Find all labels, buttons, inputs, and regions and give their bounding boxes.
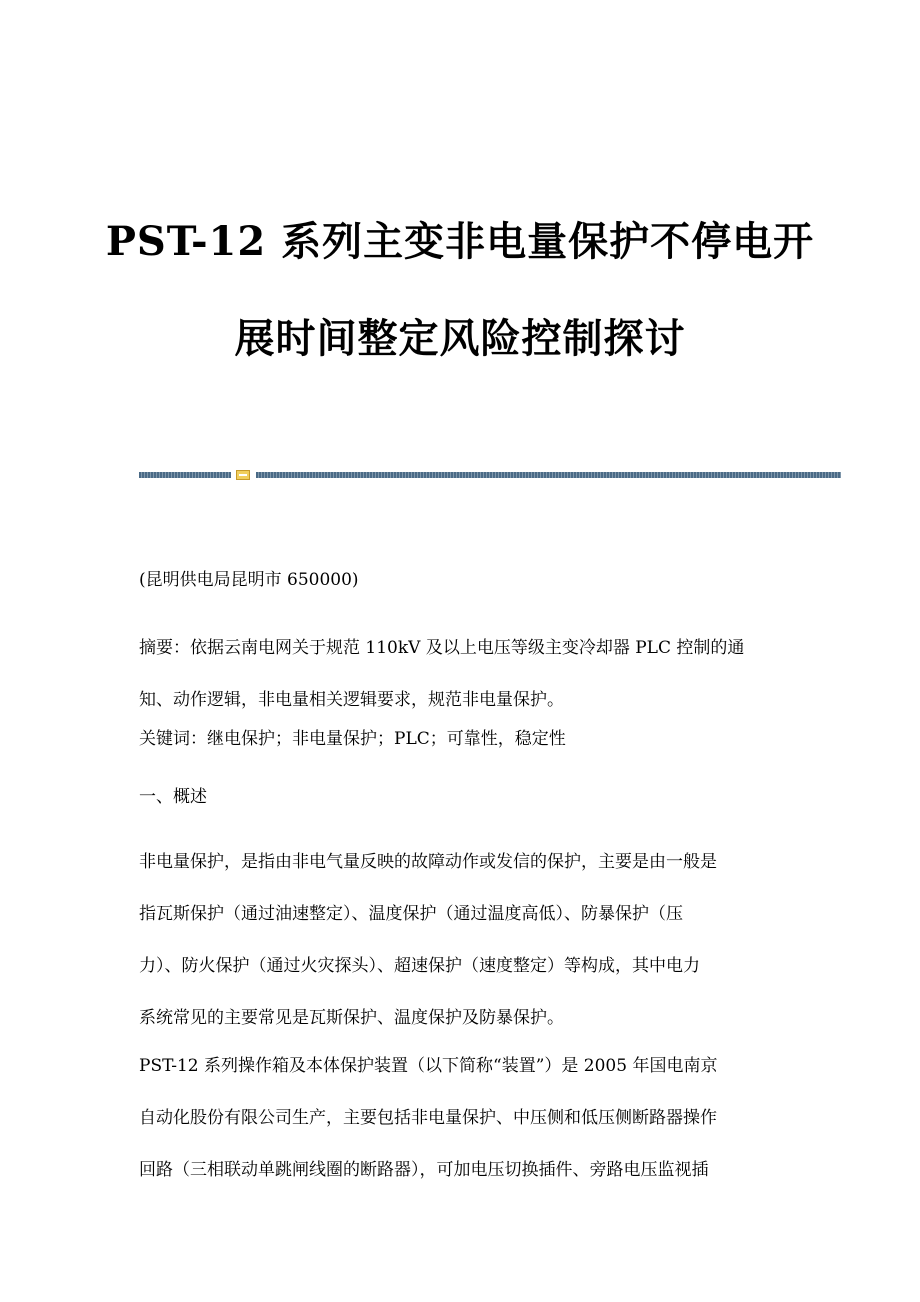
paragraph-device [139, 1040, 771, 1196]
title-divider [139, 470, 841, 480]
divider-bar-right [256, 472, 841, 478]
abstract [139, 622, 771, 726]
keywords: 关键词：继电保护；非电量保护；PLC；可靠性，稳定性 [139, 729, 566, 749]
abstract-line: 知、动作逻辑，非电量相关逻辑要求，规范非电量保护。 [139, 690, 564, 710]
paragraph-line: 力）、防火保护（通过火灾探头）、超速保护（速度整定）等构成，其中电力 [139, 956, 700, 976]
author-affiliation: (昆明供电局昆明市 650000) [139, 570, 359, 590]
paragraph-line: 回路（三相联动单跳闸线圈的断路器），可加电压切换插件、旁路电压监视插 [139, 1160, 709, 1180]
divider-ornament-icon [236, 470, 250, 480]
paragraph-line: 自动化股份有限公司生产，主要包括非电量保护、中压侧和低压侧断路器操作 [139, 1108, 717, 1128]
paragraph-overview [139, 836, 771, 1044]
section-heading: 一、概述 [139, 787, 207, 807]
paragraph-line: PST-12 系列操作箱及本体保护装置（以下简称“装置”）是 2005 年国电南京 [139, 1056, 718, 1076]
paragraph-line: 非电量保护，是指由非电气量反映的故障动作或发信的保护，主要是由一般是 [139, 852, 717, 872]
divider-bar-left [139, 472, 231, 478]
paragraph-line: 系统常见的主要常见是瓦斯保护、温度保护及防暴保护。 [139, 1008, 564, 1028]
document-title-line-2: 展时间整定风险控制探讨 [234, 315, 686, 362]
abstract-line: 摘要：依据云南电网关于规范 110kV 及以上电压等级主变冷却器 PLC 控制的通 [139, 638, 745, 658]
paragraph-line: 指瓦斯保护（通过油速整定）、温度保护（通过温度高低）、防暴保护（压 [139, 904, 683, 924]
document-title-line-1: PST-12 系列主变非电量保护不停电开 [105, 218, 815, 265]
